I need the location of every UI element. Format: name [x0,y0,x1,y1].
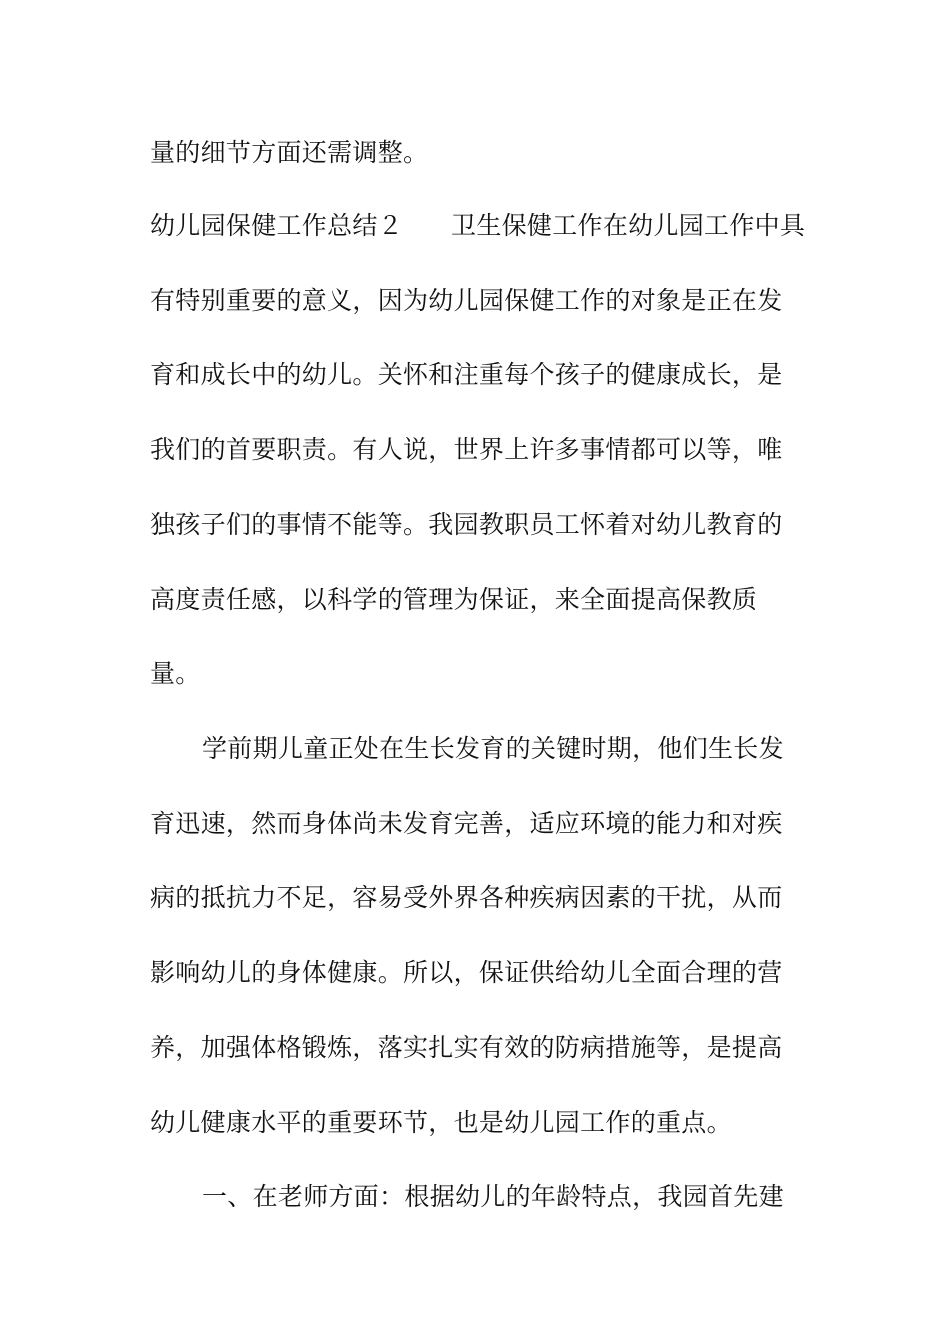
paragraph-line: 育迅速，然而身体尚未发育完善，适应环境的能力和对疾 [150,809,783,838]
section-heading-line [150,206,830,246]
paragraph-line: 影响幼儿的身体健康。所以，保证供给幼儿全面合理的营 [150,958,783,987]
paragraph-line: 养，加强体格锻炼，落实扎实有效的防病措施等，是提高 [150,1033,783,1062]
paragraph-line: 量。 [150,659,201,688]
paragraph-first-line: 一、在老师方面：根据幼儿的年龄特点，我园首先建 [202,1182,784,1211]
paragraph-line: 有特别重要的意义，因为幼儿园保健工作的对象是正在发 [150,286,783,315]
section-lead-text: 卫生保健工作在幼儿园工作中具 [451,211,806,240]
paragraph-line: 幼儿健康水平的重要环节，也是幼儿园工作的重点。 [150,1108,732,1137]
paragraph-line: 独孩子们的事情不能等。我园教职员工怀着对幼儿教育的 [150,510,783,539]
paragraph-line: 病的抵抗力不足，容易受外界各种疾病因素的干扰，从而 [150,883,783,912]
paragraph-line: 高度责任感，以科学的管理为保证，来全面提高保教质 [150,585,758,614]
paragraph-line: 育和成长中的幼儿。关怀和注重每个孩子的健康成长，是 [150,360,783,389]
paragraph-first-line: 学前期儿童正处在生长发育的关键时期，他们生长发 [202,734,784,763]
paragraph-line: 我们的首要职责。有人说，世界上许多事情都可以等，唯 [150,435,783,464]
section-title: 幼儿园保健工作总结２ [150,211,404,240]
paragraph-line: 量的细节方面还需调整。 [150,138,429,167]
